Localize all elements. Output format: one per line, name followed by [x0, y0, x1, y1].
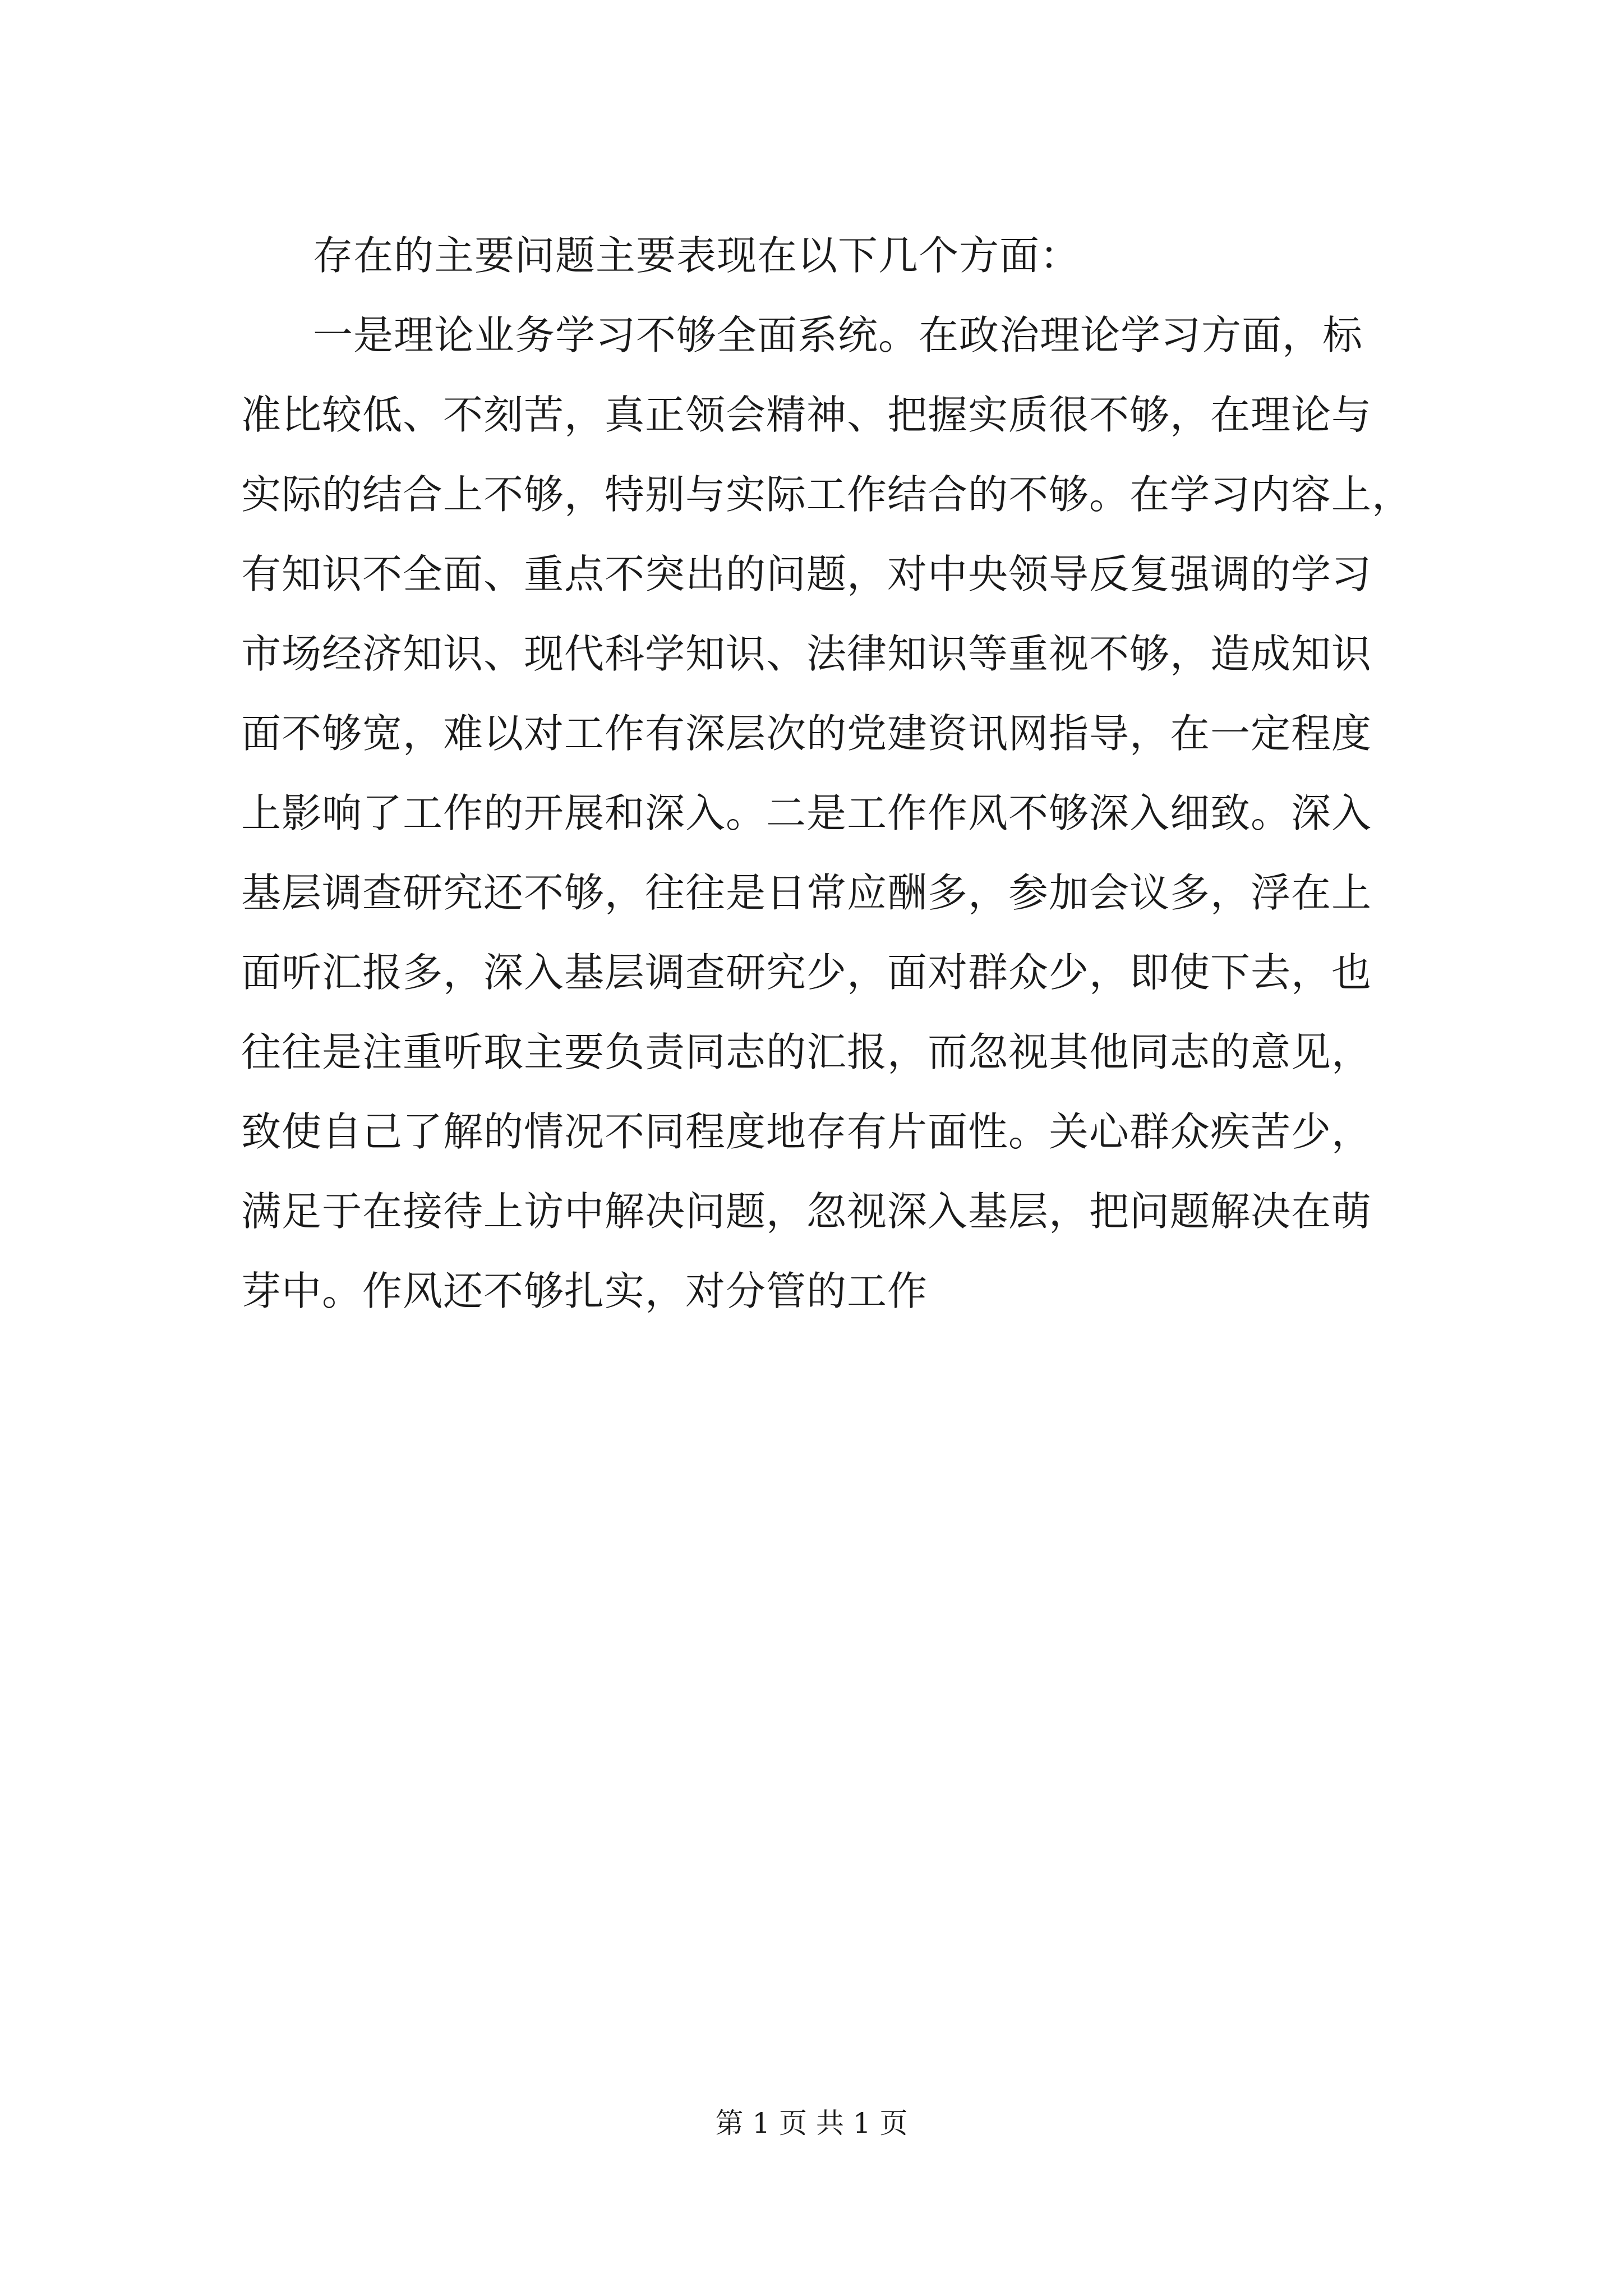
paragraph-line: 有知识不全面、重点不突出的问题，对中央领导反复强调的学习 — [241, 551, 1372, 597]
body-text — [241, 216, 1424, 1331]
page-number-footer: 第 1 页 共 1 页 — [715, 2107, 908, 2139]
paragraph-line: 市场经济知识、现代科学知识、法律知识等重视不够，造成知识 — [241, 631, 1372, 677]
paragraph-line: 面听汇报多，深入基层调查研究少，面对群众少，即使下去，也 — [241, 949, 1372, 996]
paragraph-line: 一是理论业务学习不够全面系统。在政治理论学习方面，标 — [313, 312, 1363, 358]
paragraph-line: 准比较低、不刻苦，真正领会精神、把握实质很不够，在理论与 — [241, 392, 1372, 438]
paragraph-line: 基层调查研究还不够，往往是日常应酬多，参加会议多，浮在上 — [241, 869, 1372, 916]
paragraph-line: 满足于在接待上访中解决问题，忽视深入基层，把问题解决在萌 — [241, 1188, 1372, 1235]
paragraph-line: 往往是注重听取主要负责同志的汇报，而忽视其他同志的意见， — [241, 1029, 1372, 1075]
paragraph-line: 上影响了工作的开展和深入。二是工作作风不够深入细致。深入 — [241, 790, 1372, 836]
paragraph-intro-line: 存在的主要问题主要表现在以下几个方面： — [313, 232, 1081, 279]
paragraph-line: 实际的结合上不够，特别与实际工作结合的不够。在学习内容上， — [241, 471, 1413, 518]
paragraph-line: 面不够宽，难以对工作有深层次的党建资讯网指导，在一定程度 — [241, 710, 1372, 757]
paragraph-line: 致使自己了解的情况不同程度地存有片面性。关心群众疾苦少， — [241, 1108, 1372, 1155]
paragraph-line: 芽中。作风还不够扎实，对分管的工作 — [241, 1268, 928, 1314]
